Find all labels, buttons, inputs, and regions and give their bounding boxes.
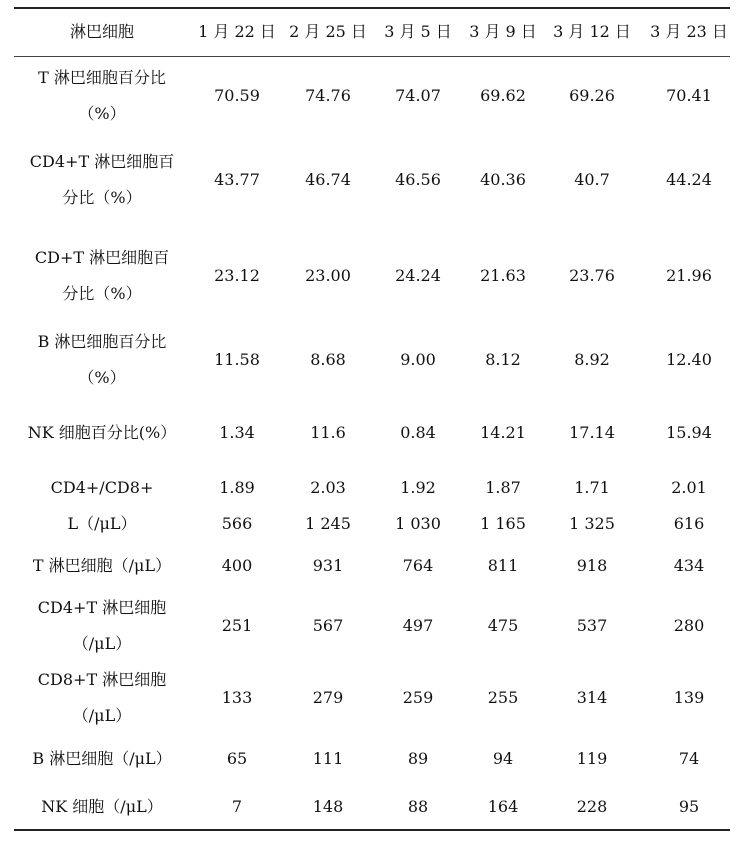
table-cell-value: 9.00 [400,350,436,369]
table-cell-value: 1 030 [395,514,441,533]
table-cell-value: 21.96 [666,266,712,285]
table-cell-value: 69.26 [569,86,615,105]
table-cell-value: 566 [221,514,253,533]
table-cell-value: 259 [402,688,434,707]
table-cell-value: 0.84 [400,423,436,442]
table-cell-value: 400 [221,556,253,575]
table-cell-value: 89 [407,749,429,768]
table-cell-value: 918 [576,556,608,575]
row-label: CD4+T 淋巴细胞 [37,598,167,617]
table-bottom-rule [14,829,730,831]
column-header-date: 1 月 22 日 [198,22,276,41]
table-cell-value: 148 [312,797,344,816]
row-label: 分比（%） [62,284,142,303]
row-label: CD+T 淋巴细胞百 [34,248,170,267]
row-label: NK 细胞百分比(%） [27,423,177,442]
table-cell-value: 44.24 [666,170,712,189]
table-cell-value: 17.14 [569,423,615,442]
table-cell-value: 46.74 [305,170,351,189]
table-cell-value: 70.41 [666,86,712,105]
table-cell-value: 255 [487,688,519,707]
table-cell-value: 1.92 [400,478,436,497]
column-header-date: 3 月 12 日 [553,22,631,41]
table-cell-value: 1.87 [485,478,521,497]
row-label: B 淋巴细胞（/μL） [32,749,172,768]
row-label: B 淋巴细胞百分比 [37,332,167,351]
table-top-rule [14,7,730,9]
table-cell-value: 23.76 [569,266,615,285]
table-cell-value: 15.94 [666,423,712,442]
table-cell-value: 95 [678,797,700,816]
table-cell-value: 1.71 [574,478,610,497]
table-cell-value: 40.36 [480,170,526,189]
column-header-category: 淋巴细胞 [69,22,134,41]
table-cell-value: 111 [312,749,344,768]
table-cell-value: 251 [221,616,253,635]
table-cell-value: 24.24 [395,266,441,285]
table-cell-value: 69.62 [480,86,526,105]
column-header-date: 2 月 25 日 [289,22,367,41]
row-label: （/μL） [72,706,132,725]
table-cell-value: 280 [673,616,705,635]
table-cell-value: 74.76 [305,86,351,105]
table-cell-value: 14.21 [480,423,526,442]
column-header-date: 3 月 23 日 [650,22,728,41]
row-label: CD4+T 淋巴细胞百 [29,152,175,171]
table-cell-value: 764 [402,556,434,575]
table-cell-value: 23.00 [305,266,351,285]
table-cell-value: 119 [576,749,608,768]
row-label: CD8+T 淋巴细胞 [37,670,167,689]
row-label: （/μL） [72,634,132,653]
table-cell-value: 1.89 [219,478,255,497]
table-cell-value: 7 [231,797,243,816]
table-cell-value: 40.7 [574,170,610,189]
row-label: L（/μL） [67,514,137,533]
table-cell-value: 21.63 [480,266,526,285]
row-label: NK 细胞（/μL） [41,797,163,816]
row-label: （%） [78,104,126,123]
table-cell-value: 43.77 [214,170,260,189]
table-cell-value: 1 325 [569,514,615,533]
table-cell-value: 1 245 [305,514,351,533]
table-cell-value: 8.92 [574,350,610,369]
table-cell-value: 1.34 [219,423,255,442]
table-cell-value: 8.68 [310,350,346,369]
table-cell-value: 537 [576,616,608,635]
table-cell-value: 2.03 [310,478,346,497]
column-header-date: 3 月 5 日 [384,22,452,41]
table-cell-value: 279 [312,688,344,707]
table-cell-value: 12.40 [666,350,712,369]
table-cell-value: 811 [487,556,519,575]
table-cell-value: 8.12 [485,350,521,369]
table-cell-value: 94 [492,749,514,768]
table-cell-value: 2.01 [671,478,707,497]
table-cell-value: 11.6 [310,423,346,442]
table-cell-value: 475 [487,616,519,635]
table-cell-value: 228 [576,797,608,816]
table-cell-value: 1 165 [480,514,526,533]
table-cell-value: 567 [312,616,344,635]
table-cell-value: 74.07 [395,86,441,105]
table-cell-value: 164 [487,797,519,816]
row-label: 分比（%） [62,188,142,207]
table-cell-value: 65 [226,749,248,768]
table-cell-value: 497 [402,616,434,635]
row-label: T 淋巴细胞百分比 [38,68,166,87]
column-header-date: 3 月 9 日 [469,22,537,41]
table-cell-value: 23.12 [214,266,260,285]
table-cell-value: 133 [221,688,253,707]
table-cell-value: 616 [673,514,705,533]
row-label: T 淋巴细胞（/μL） [32,556,172,575]
table-cell-value: 74 [678,749,700,768]
table-cell-value: 434 [673,556,705,575]
table-cell-value: 88 [407,797,429,816]
table-cell-value: 314 [576,688,608,707]
table-cell-value: 11.58 [214,350,260,369]
table-header-rule [14,56,730,57]
table-cell-value: 46.56 [395,170,441,189]
table-cell-value: 931 [312,556,344,575]
row-label: CD4+/CD8+ [50,478,154,497]
row-label: （%） [78,368,126,387]
table-cell-value: 139 [673,688,705,707]
table-cell-value: 70.59 [214,86,260,105]
